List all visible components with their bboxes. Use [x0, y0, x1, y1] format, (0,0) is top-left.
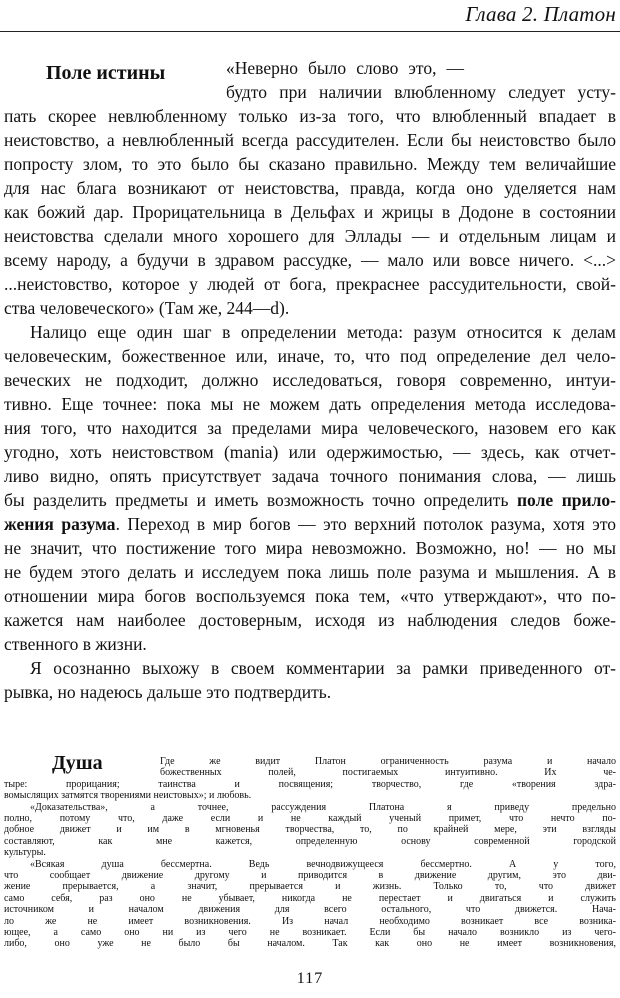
text-line: ливо видно, опять присутствует задача точного понимания слова, — лишь	[4, 466, 616, 486]
text-line: тыре: прорицания; таинства и посвящения; творчество, где «творения здра-	[4, 778, 616, 790]
text-line: добное движет и им в мгновенья творчества, то, по крайней мере, эти взгляды	[4, 824, 616, 836]
text-line: Где же видит Платон ограниченность разума и начало	[160, 756, 616, 767]
text-line: божественных полей, постигаемых интуитивно. Их че-	[160, 767, 616, 779]
section-heading-field-of-truth: Поле истины	[46, 62, 166, 84]
text-line: неистовства сделали много хорошего для Эллады — и отдельным лицам и	[4, 226, 616, 246]
text-line: жение прерывается, а значит, прерывается и жизнь. Только то, что движет	[4, 881, 616, 893]
text-line: веческих не подходит, должно исследоваться, говоря современно, интуи-	[4, 370, 616, 390]
text-line-with-emphasis: жения разума. Переход в мир богов — это верхний потолок разума, хотя это	[4, 514, 616, 534]
text-line: вомыслящих затмятся творениями неистовых»; и любовь.	[4, 790, 252, 802]
text-line: само себя, раз оно не убывает, никогда не перестает и двигаться и служить	[4, 892, 616, 904]
text-line: источником и началом движения для всего остального, что движется. Нача-	[4, 904, 616, 916]
text-line: для нас блага возникают от неистовства, правда, когда оно уделяется нам	[4, 178, 616, 198]
text-line: тивно. Еще точнее: пока мы не можем дать определения метода исследова-	[4, 394, 616, 414]
text-line: составляют, как мне кажется, определенную основу современной городской	[4, 835, 616, 847]
text-line: отношении мира богов воспользуемся пока тем, «что утверждают», что по-	[4, 586, 616, 606]
text-line-with-emphasis: бы разделить предметы и иметь возможность точно определить поле прило-	[4, 490, 616, 510]
text-line: человеческим, божественное или, иначе, то, что под определение дел чело-	[4, 346, 616, 366]
section-heading-soul: Душа	[52, 752, 103, 774]
text-line: не значит, что постижение того мира невозможно. Возможно, но! — но мы	[4, 538, 616, 558]
text-line: неистовство, а невлюбленный всегда рассудителен. Если бы неистовство было	[4, 130, 616, 150]
text-line: культуры.	[4, 847, 46, 859]
text-line: ства человеческого» (Там же, 244—d).	[4, 298, 290, 318]
text-line: либо, оно уже не было бы началом. Так как оно не имеет возникновения,	[4, 938, 616, 950]
text-line: пать скорее невлюбленному только из-за того, что влюбленный впадает в	[4, 106, 616, 126]
text-line: Налицо еще один шаг в определении метода: разум относится к делам	[30, 322, 616, 342]
header-rule	[0, 31, 620, 32]
emphasis: жения разума	[4, 514, 116, 534]
text-line: как божий дар. Прорицательница в Дельфах и жрицы в Додоне в состоянии	[4, 202, 616, 222]
text-line: «Доказательства», а точнее, рассуждения Платона я приведу предельно	[30, 801, 616, 813]
text-line: ния того, что находится за пределами мира человеческого, назовем его как	[4, 418, 616, 438]
text-line: попросту злом, то это было бы сказано правильно. Между тем величайшие	[4, 154, 616, 174]
text-line: кажется нам наиболее достоверным, исходя из наблюдения следов боже-	[4, 610, 616, 630]
text-line: угодно, хоть неистовством (mania) или одержимостью, — здесь, как отчет-	[4, 442, 616, 462]
text-line: ...неистовство, которое у людей от бога, прекраснее рассудительности, свой-	[4, 274, 616, 294]
page-number: 117	[296, 970, 324, 987]
running-title: Глава 2. Платон	[465, 2, 616, 26]
text-line: ющее, а само оно ни из чего не возникает. Если бы начало возникло из чего-	[4, 927, 616, 938]
text-line: не будем этого делать и исследуем пока лишь поле разума и мышления. А в	[4, 562, 616, 582]
text-line: будто при наличии влюбленному следует усту-	[226, 82, 616, 102]
text-line: «Всякая душа бессмертна. Ведь вечнодвижущееся бессмертно. А у того,	[30, 858, 616, 870]
text-line: всему народу, а будучи в здравом рассудке, — мало или вовсе ничего. <...>	[4, 250, 616, 270]
text-line: Я осознанно выхожу в своем комментарии за рамки приведенного от-	[30, 658, 616, 678]
text-line: рывка, но надеюсь дальше это подтвердить.	[4, 682, 332, 702]
emphasis: поле прило-	[516, 490, 616, 510]
text-line: полно, потому что, даже если и не каждый ученый примет, что нечто по-	[4, 813, 616, 824]
text-line: «Неверно было слово это, —	[226, 58, 464, 78]
text-line: что сообщает движение другому и приводится в движение другим, это дви-	[4, 870, 616, 881]
text-line: ственного в жизни.	[4, 634, 147, 654]
text-line: ло же не имеет возникновения. Из начал необходимо возникает все возника-	[4, 915, 616, 927]
